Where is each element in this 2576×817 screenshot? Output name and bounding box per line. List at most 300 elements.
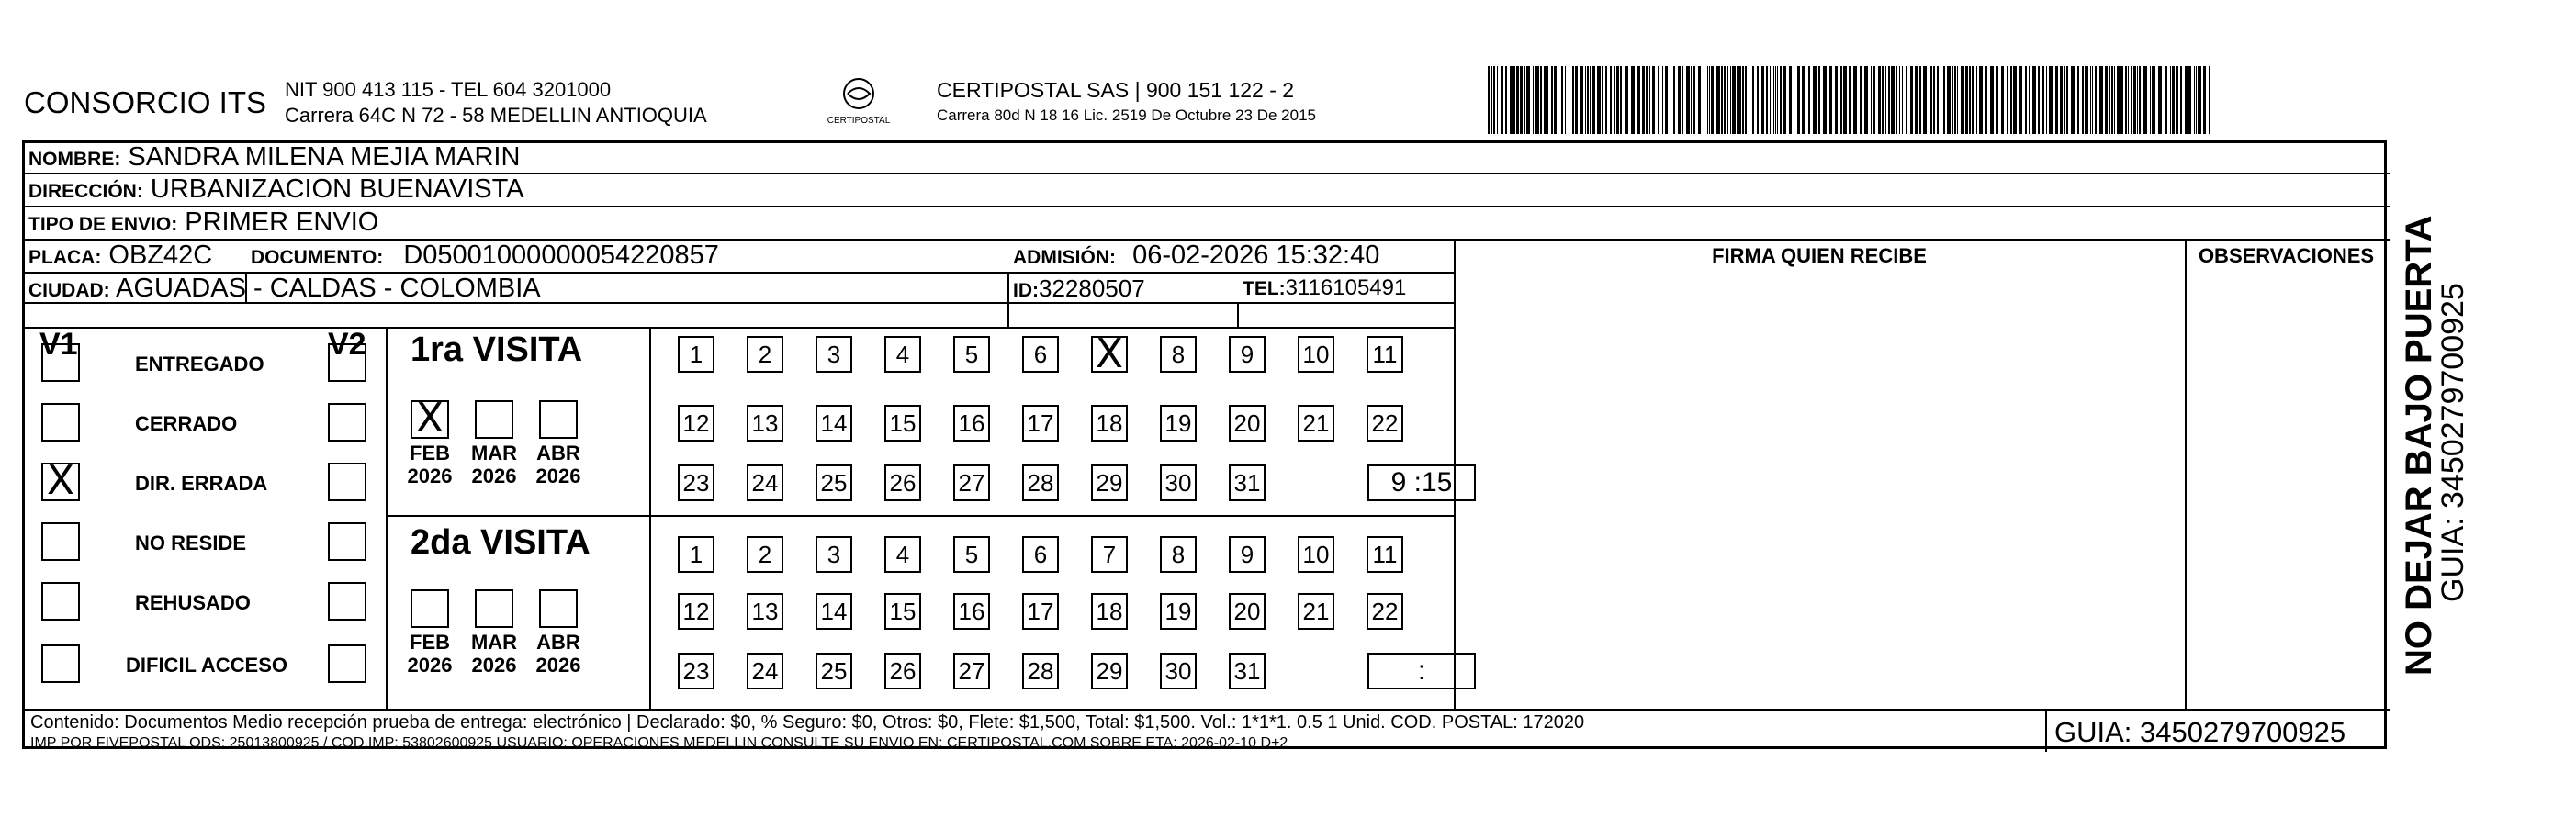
barcode-bar [1625, 66, 1628, 134]
barcode-bar [2064, 66, 2065, 134]
day-box[interactable]: 2 [747, 336, 783, 373]
barcode-bar [2128, 66, 2129, 134]
barcode-bar [1849, 66, 1851, 134]
barcode-bar [1813, 66, 1817, 134]
month-checkbox[interactable] [475, 589, 513, 628]
barcode-bar [1691, 66, 1692, 134]
second-visit-title: 2da VISITA [411, 523, 591, 562]
side-warning: NO DEJAR BAJO PUERTA [2399, 215, 2439, 676]
barcode-bar [1823, 66, 1827, 134]
barcode-bar [2196, 66, 2197, 134]
barcode-bar [1724, 66, 1726, 134]
barcode-bar [2172, 66, 2175, 134]
barcode-bar [1860, 66, 1862, 134]
barcode-bar [1737, 66, 1738, 134]
placa-row [28, 241, 212, 271]
nombre-label: NOMBRE: [28, 149, 121, 170]
barcode-bar [1727, 66, 1728, 134]
barcode-bar [1561, 66, 1563, 134]
month-name: FEB [410, 631, 450, 654]
barcode-bar [1979, 66, 1983, 134]
barcode-bar [1745, 66, 1747, 134]
barcode-bar [2038, 66, 2040, 134]
barcode-bar [2049, 66, 2053, 134]
reason-label: DIFICIL ACCESO [126, 654, 288, 677]
v2-checkbox[interactable] [328, 522, 366, 561]
month-label [467, 631, 522, 677]
barcode-bar [1520, 66, 1523, 134]
day-box[interactable]: 6 [1022, 336, 1059, 373]
barcode-bar [1770, 66, 1771, 134]
barcode-bar [1871, 66, 1872, 134]
barcode-bar [2055, 66, 2058, 134]
reason-label: ENTREGADO [135, 353, 264, 375]
month-checkbox[interactable] [539, 589, 578, 628]
day-box[interactable]: 16 [953, 405, 990, 442]
day-box[interactable]: 18 [1091, 405, 1128, 442]
barcode-bar [1947, 66, 1951, 134]
footer-guia: GUIA: 3450279700925 [2054, 716, 2346, 748]
barcode-bar [2152, 66, 2155, 134]
day-box[interactable]: 10 [1298, 336, 1334, 373]
footer-contents: Contenido: Documentos Medio recepción prueba de entrega: electrónico | Declarado: $0, % Seguro: $0, Otros: $0, Flete: $1,500, Total: $1,500. Vol.: 1*1*1. 0.5 1 Unid. COD. POSTAL: 172020 [30, 712, 1585, 733]
barcode-bar [2131, 66, 2132, 134]
day-box[interactable]: 3 [816, 336, 852, 373]
barcode-bar [1882, 66, 1884, 134]
day-box[interactable]: 9 [1229, 336, 1266, 373]
barcode-bar [1933, 66, 1935, 134]
day-box[interactable]: 31 [1229, 653, 1266, 689]
day-box[interactable]: 24 [747, 653, 783, 689]
direccion-label: DIRECCIÓN: [28, 181, 143, 202]
time-box[interactable]: : [1367, 653, 1476, 689]
v2-checkbox[interactable] [328, 343, 366, 382]
tel-value: 3116105491 [1285, 275, 1407, 300]
barcode-bar [1888, 66, 1890, 134]
barcode-bar [2019, 66, 2022, 134]
barcode-bar [2111, 66, 2113, 134]
direccion-value: URBANIZACION BUENAVISTA [150, 174, 524, 204]
barcode-bar [1686, 66, 1690, 134]
barcode-bar [2139, 66, 2141, 134]
barcode-bar [1902, 66, 1903, 134]
v2-checkbox[interactable] [328, 644, 366, 683]
day-box[interactable]: 10 [1298, 536, 1334, 573]
day-box[interactable]: 22 [1367, 593, 1403, 630]
barcode-bar [1808, 66, 1810, 134]
month-year: 2026 [407, 464, 453, 487]
month-label [467, 442, 522, 487]
tipo-label: TIPO DE ENVIO: [28, 214, 178, 235]
placa-value: OBZ42C [108, 241, 213, 270]
direccion-row [28, 174, 524, 205]
side-guia: GUIA: 3450279700925 [2435, 283, 2470, 602]
day-box[interactable]: 11 [1367, 336, 1403, 373]
month-name: ABR [536, 631, 580, 654]
day-box[interactable]: 27 [953, 464, 990, 501]
month-label [402, 631, 457, 677]
reason-label: NO RESIDE [135, 532, 247, 554]
barcode-bar [2032, 66, 2036, 134]
day-box[interactable]: 17 [1022, 593, 1059, 630]
barcode-bar [1637, 66, 1640, 134]
barcode-bar [1602, 66, 1603, 134]
barcode-bar [1488, 66, 1490, 134]
barcode-bar [2099, 66, 2103, 134]
v1-checkbox[interactable] [41, 343, 80, 382]
month-label [531, 442, 586, 487]
day-box[interactable]: 4 [884, 336, 921, 373]
barcode-bar [1906, 66, 1907, 134]
barcode-bar [1575, 66, 1578, 134]
day-box[interactable]: 16 [953, 593, 990, 630]
first-visit-title: 1ra VISITA [411, 330, 583, 369]
v1-header: V1 [39, 327, 78, 362]
barcode-bar [1957, 66, 1958, 134]
barcode-bar [1590, 66, 1591, 134]
certipostal-line: CERTIPOSTAL SAS | 900 151 122 - 2 [937, 78, 1295, 102]
certipostal-logo [822, 75, 895, 130]
barcode-bar [1616, 66, 1619, 134]
barcode-bar [1910, 66, 1913, 134]
barcode-bar [1885, 66, 1886, 134]
day-box[interactable]: 11 [1367, 536, 1403, 573]
reason-label: DIR. ERRADA [135, 472, 268, 495]
barcode-bar [1565, 66, 1566, 134]
certipostal-address: Carrera 80d N 18 16 Lic. 2519 De Octubre 23 De 2015 [937, 106, 1316, 124]
v1-checkbox[interactable] [41, 644, 80, 683]
barcode-bar [2029, 66, 2030, 134]
nit-line: NIT 900 413 115 - TEL 604 3201000 [285, 78, 612, 101]
barcode-bar [1930, 66, 1932, 134]
barcode-bar [1738, 66, 1741, 134]
day-box[interactable]: 1 [678, 536, 714, 573]
reason-label: REHUSADO [135, 591, 251, 614]
day-box[interactable]: 28 [1022, 464, 1059, 501]
month-name: MAR [470, 631, 518, 654]
ciudad-value: AGUADAS - CALDAS - COLOMBIA [116, 274, 541, 303]
day-box[interactable]: 12 [678, 593, 714, 630]
barcode-bar [2125, 66, 2127, 134]
barcode-bar [1990, 66, 1994, 134]
barcode-bar [1853, 66, 1857, 134]
barcode-bar [1937, 66, 1939, 134]
barcode-bar [1709, 66, 1710, 134]
day-box[interactable]: 20 [1229, 593, 1266, 630]
barcode-bar [1652, 66, 1655, 134]
admision-value: 06-02-2026 15:32:40 [1132, 241, 1380, 270]
barcode-bar [1707, 66, 1708, 134]
barcode-bar [1592, 66, 1595, 134]
barcode-bar [1649, 66, 1650, 134]
v2-header: V2 [328, 327, 366, 362]
day-box[interactable]: 24 [747, 464, 783, 501]
id-value: 32280507 [1039, 274, 1145, 302]
day-box[interactable]: 6 [1022, 536, 1059, 573]
barcode-bar [1605, 66, 1607, 134]
day-box[interactable]: 5 [953, 336, 990, 373]
barcode-bar [2042, 66, 2044, 134]
barcode-bar [1923, 66, 1927, 134]
barcode-bar [1501, 66, 1503, 134]
barcode-bar [2109, 66, 2110, 134]
barcode-bar [1773, 66, 1774, 134]
barcode-bar [1780, 66, 1782, 134]
barcode-bar [2114, 66, 2115, 134]
footer-imp: IMP POR FIVEPOSTAL ODS: 25013800925 / COD.IMP: 53802600925 USUARIO: OPERACIONES MEDELLIN CONSULTE SU ENVIO EN: CERTIPOSTAL.COM SOBRE ETA: 2026-02-10 D+2 [30, 735, 1288, 751]
barcode-bar [1997, 66, 1998, 134]
svg-text:CERTIPOSTAL: CERTIPOSTAL [827, 116, 891, 126]
barcode-bar [1777, 66, 1778, 134]
day-box[interactable]: 26 [884, 653, 921, 689]
month-year: 2026 [535, 464, 581, 487]
barcode-bar [2188, 66, 2191, 134]
v1-checkbox[interactable] [41, 522, 80, 561]
barcode-bar [1775, 66, 1776, 134]
day-box[interactable]: 22 [1367, 405, 1403, 442]
barcode-bar [1631, 66, 1635, 134]
documento-value: D05001000000054220857 [403, 241, 719, 270]
barcode-bar [2025, 66, 2027, 134]
barcode-bar [2194, 66, 2195, 134]
barcode-bar [1789, 66, 1792, 134]
address-line: Carrera 64C N 72 - 58 MEDELLIN ANTIOQUIA [285, 104, 707, 127]
barcode-bar [1829, 66, 1832, 134]
barcode-bar [1899, 66, 1900, 134]
month-year: 2026 [471, 654, 517, 677]
barcode-bar [1585, 66, 1586, 134]
day-box[interactable]: 2 [747, 536, 783, 573]
barcode-bar [1662, 66, 1663, 134]
day-box[interactable]: 23 [678, 653, 714, 689]
barcode-bar [1873, 66, 1875, 134]
barcode-bar [1954, 66, 1956, 134]
month-checkbox[interactable]: X [411, 400, 449, 439]
barcode-bar [1505, 66, 1507, 134]
barcode-bar [2077, 66, 2079, 134]
day-box[interactable]: 20 [1229, 405, 1266, 442]
barcode-bar [1919, 66, 1921, 134]
month-year: 2026 [407, 654, 453, 677]
day-box[interactable]: 29 [1091, 464, 1128, 501]
day-box[interactable]: 30 [1160, 464, 1197, 501]
day-box[interactable]: 3 [816, 536, 852, 573]
observaciones-header: OBSERVACIONES [2198, 244, 2375, 267]
barcode-bar [1526, 66, 1530, 134]
barcode-bar [1943, 66, 1945, 134]
day-box[interactable]: 18 [1091, 593, 1128, 630]
barcode-bar [1673, 66, 1675, 134]
month-checkbox[interactable] [475, 400, 513, 439]
day-box[interactable]: 23 [678, 464, 714, 501]
day-box[interactable]: 26 [884, 464, 921, 501]
barcode [1488, 66, 2213, 134]
barcode-bar [1843, 66, 1847, 134]
barcode-bar [1516, 66, 1519, 134]
day-box[interactable]: 28 [1022, 653, 1059, 689]
barcode-bar [1752, 66, 1754, 134]
barcode-bar [2209, 66, 2210, 134]
barcode-bar [2180, 66, 2182, 134]
day-box[interactable]: 4 [884, 536, 921, 573]
barcode-bar [1547, 66, 1548, 134]
month-checkbox[interactable] [539, 400, 578, 439]
documento-row [251, 241, 719, 271]
barcode-bar [2090, 66, 2091, 134]
day-box[interactable]: 25 [816, 653, 852, 689]
barcode-bar [2170, 66, 2171, 134]
barcode-bar [1757, 66, 1759, 134]
barcode-bar [1797, 66, 1800, 134]
barcode-bar [2158, 66, 2162, 134]
barcode-bar [2199, 66, 2201, 134]
day-box[interactable]: 27 [953, 653, 990, 689]
month-year: 2026 [471, 464, 517, 487]
barcode-bar [2203, 66, 2206, 134]
barcode-bar [2133, 66, 2136, 134]
nombre-value: SANDRA MILENA MEJIA MARIN [128, 142, 521, 172]
day-box-marked[interactable]: X [1091, 336, 1128, 373]
day-box[interactable]: 9 [1229, 536, 1266, 573]
barcode-bar [1620, 66, 1622, 134]
v2-checkbox[interactable] [328, 403, 366, 442]
time-box[interactable]: 9 :15 [1367, 464, 1476, 501]
barcode-bar [1952, 66, 1953, 134]
barcode-bar [2137, 66, 2138, 134]
v1-checkbox[interactable]: X [41, 463, 80, 501]
barcode-bar [1818, 66, 1820, 134]
day-box[interactable]: 15 [884, 593, 921, 630]
barcode-bar [1996, 66, 1997, 134]
barcode-bar [1891, 66, 1895, 134]
day-box[interactable]: 19 [1160, 593, 1197, 630]
barcode-bar [1646, 66, 1648, 134]
day-box[interactable]: 31 [1229, 464, 1266, 501]
barcode-bar [2095, 66, 2097, 134]
v2-checkbox[interactable] [328, 463, 366, 501]
day-box[interactable]: 13 [747, 405, 783, 442]
barcode-bar [1610, 66, 1612, 134]
ciudad-label: CIUDAD: [28, 280, 110, 301]
day-box[interactable]: 13 [747, 593, 783, 630]
barcode-bar [1965, 66, 1968, 134]
barcode-bar [2060, 66, 2063, 134]
tipo-row [28, 207, 378, 238]
day-box[interactable]: 29 [1091, 653, 1128, 689]
barcode-bar [1513, 66, 1515, 134]
barcode-bar [1580, 66, 1583, 134]
barcode-bar [2117, 66, 2120, 134]
month-label [531, 631, 586, 677]
barcode-bar [2007, 66, 2008, 134]
barcode-bar [1493, 66, 1495, 134]
barcode-bar [2176, 66, 2178, 134]
barcode-bar [1510, 66, 1513, 134]
day-box[interactable]: 21 [1298, 593, 1334, 630]
day-box[interactable]: 1 [678, 336, 714, 373]
day-box[interactable]: 5 [953, 536, 990, 573]
id-label: ID: [1013, 280, 1039, 301]
barcode-bar [1972, 66, 1974, 134]
barcode-bar [1544, 66, 1547, 134]
day-box[interactable]: 17 [1022, 405, 1059, 442]
day-box[interactable]: 14 [816, 405, 852, 442]
barcode-bar [1985, 66, 1987, 134]
barcode-bar [1572, 66, 1574, 134]
barcode-bar [2013, 66, 2017, 134]
barcode-bar [2198, 66, 2199, 134]
barcode-bar [1524, 66, 1525, 134]
nombre-row [28, 142, 520, 173]
v2-checkbox[interactable] [328, 582, 366, 621]
day-box[interactable]: 8 [1160, 336, 1197, 373]
tel-label: TEL: [1243, 278, 1286, 299]
barcode-bar [1587, 66, 1589, 134]
barcode-bar [2150, 66, 2151, 134]
barcode-bar [1698, 66, 1701, 134]
barcode-bar [1716, 66, 1720, 134]
day-box[interactable]: 8 [1160, 536, 1197, 573]
barcode-bar [2092, 66, 2093, 134]
month-year: 2026 [535, 654, 581, 677]
barcode-bar [1658, 66, 1659, 134]
barcode-bar [2165, 66, 2167, 134]
tipo-value: PRIMER ENVIO [185, 207, 379, 237]
ciudad-row [28, 274, 541, 304]
barcode-bar [2085, 66, 2088, 134]
barcode-bar [1711, 66, 1714, 134]
reason-label: CERRADO [135, 412, 238, 435]
barcode-bar [1551, 66, 1553, 134]
month-label [402, 442, 457, 487]
month-name: MAR [470, 442, 518, 464]
barcode-bar [1864, 66, 1868, 134]
v1-checkbox[interactable] [41, 582, 80, 621]
barcode-bar [1497, 66, 1498, 134]
barcode-bar [1597, 66, 1601, 134]
barcode-bar [1969, 66, 1971, 134]
month-checkbox[interactable] [411, 589, 449, 628]
tel-row [1243, 275, 1406, 301]
day-box[interactable]: 25 [816, 464, 852, 501]
barcode-bar [1535, 66, 1539, 134]
barcode-bar [2143, 66, 2147, 134]
company-details [285, 77, 707, 129]
barcode-bar [1730, 66, 1731, 134]
barcode-bar [1732, 66, 1736, 134]
barcode-bar [1915, 66, 1918, 134]
day-box[interactable]: 19 [1160, 405, 1197, 442]
company-name: CONSORCIO ITS [24, 85, 267, 119]
month-name: ABR [536, 442, 580, 464]
barcode-bar [2120, 66, 2123, 134]
day-box[interactable]: 15 [884, 405, 921, 442]
v1-checkbox[interactable] [41, 403, 80, 442]
barcode-bar [1896, 66, 1897, 134]
day-box[interactable]: 21 [1298, 405, 1334, 442]
day-box[interactable]: 7 [1091, 536, 1128, 573]
day-box[interactable]: 30 [1160, 653, 1197, 689]
day-box[interactable]: 12 [678, 405, 714, 442]
placa-label: PLACA: [28, 247, 102, 268]
barcode-bar [1761, 66, 1764, 134]
day-box[interactable]: 14 [816, 593, 852, 630]
delivery-form [22, 140, 2387, 749]
barcode-bar [1766, 66, 1768, 134]
month-name: FEB [410, 442, 450, 464]
barcode-bar [1554, 66, 1557, 134]
barcode-bar [1614, 66, 1615, 134]
